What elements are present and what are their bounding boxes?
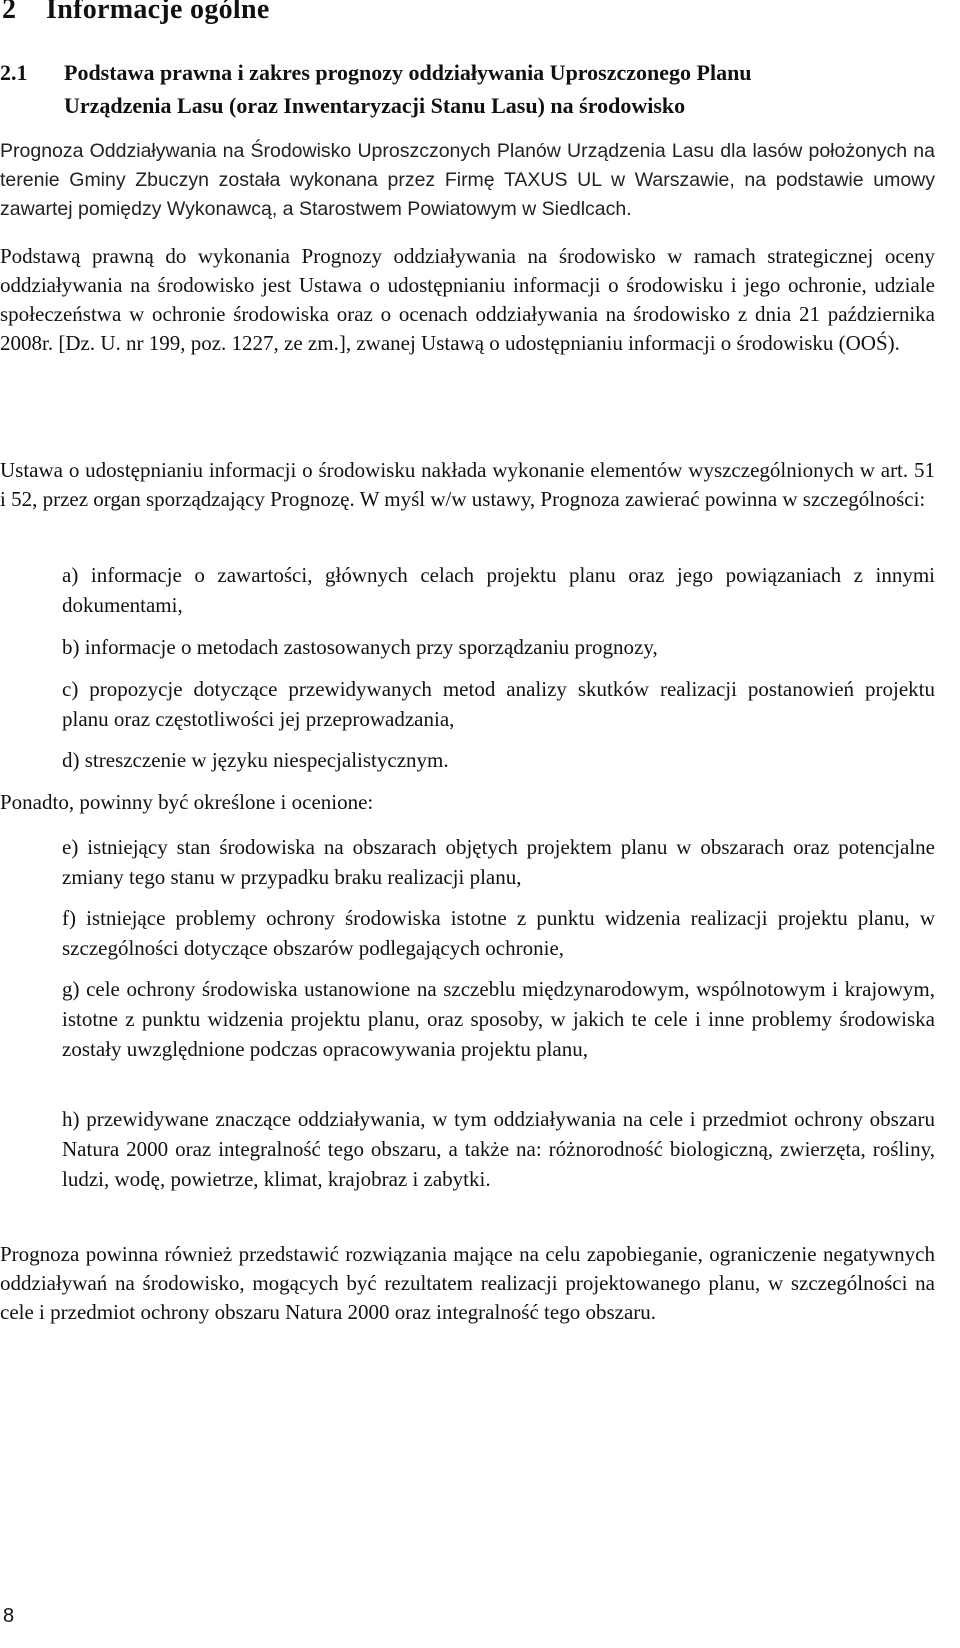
chapter-title: Informacje ogólne <box>46 0 270 25</box>
list-item-e: e) istniejący stan środowiska na obszarach objętych projektem planu w obszarach oraz potencjalne zmiany tego stanu w przypadku braku realizacji planu, <box>62 835 935 889</box>
chapter-number: 2 <box>2 0 17 25</box>
paragraph-act-requirements: Ustawa o udostępnianiu informacji o środowisku nakłada wykonanie elementów wyszczególnionych w art. 51 i 52, przez organ sporządzający Prognozę. W myśl w/w ustawy, Prognoza zawierać powinna w szczególności: <box>0 458 935 511</box>
list-item-b: b) informacje o metodach zastosowanych przy sporządzaniu prognozy, <box>62 635 658 659</box>
list-item-c: c) propozycje dotyczące przewidywanych metod analizy skutków realizacji postanowień projektu planu oraz częstotliwości jej przeprowadzania, <box>62 677 935 731</box>
section-number: 2.1 <box>0 60 28 85</box>
page-number: 8 <box>3 1605 15 1627</box>
paragraph-moreover: Ponadto, powinny być określone i ocenione: <box>0 790 374 814</box>
section-title-line1: Podstawa prawna i zakres prognozy oddziaływania Uproszczonego Planu <box>64 60 752 85</box>
paragraph-legal-basis: Podstawą prawną do wykonania Prognozy oddziaływania na środowisko w ramach strategicznej oceny oddziaływania na środowisko jest Ustawa o udostępnianiu informacji o środowisku i jego ochronie, udziale społeczeństwa w ochronie środowiska oraz o ocenach oddziaływania na środowisko z dnia 21 października 2008r. [Dz. U. nr 199, poz. 1227, ze zm.], zwanej Ustawą o udostępnianiu informacji o środowisku (OOŚ). <box>0 244 935 355</box>
paragraph-intro: Prognoza Oddziaływania na Środowisko Uproszczonych Planów Urządzenia Lasu dla lasów położonych na terenie Gminy Zbuczyn została wykonana przez Firmę TAXUS UL w Warszawie, na podstawie umowy zawartej pomiędzy Wykonawcą, a Starostwem Powiatowym w Siedlcach. <box>0 140 935 220</box>
section-heading <box>0 56 935 122</box>
paragraph-mitigation: Prognoza powinna również przedstawić rozwiązania mające na celu zapobieganie, ograniczenie negatywnych oddziaływań na środowisko, mogących być rezultatem realizacji projektowanego planu, w szczególności na cele i przedmiot ochrony obszaru Natura 2000 oraz integralność tego obszaru. <box>0 1242 935 1324</box>
section-title-line2: Urządzenia Lasu (oraz Inwentaryzacji Stanu Lasu) na środowisko <box>64 93 686 118</box>
list-item-h: h) przewidywane znaczące oddziaływania, w tym oddziaływania na cele i przedmiot ochrony obszaru Natura 2000 oraz integralność tego obszaru, a także na: różnorodność biologiczną, zwierzęta, rośliny, ludzi, wodę, powietrze, klimat, krajobraz i zabytki. <box>62 1107 935 1191</box>
list-item-f: f) istniejące problemy ochrony środowiska istotne z punktu widzenia realizacji projektu planu, w szczególności dotyczące obszarów podlegających ochronie, <box>62 906 935 960</box>
chapter-heading <box>2 0 270 26</box>
list-item-g: g) cele ochrony środowiska ustanowione na szczeblu międzynarodowym, wspólnotowym i krajowym, istotne z punktu widzenia projektu planu, oraz sposoby, w jakich te cele i inne problemy środowiska zostały uwzględnione podczas opracowywania projektu planu, <box>62 977 935 1061</box>
list-item-d: d) streszczenie w języku niespecjalistycznym. <box>62 748 449 772</box>
list-item-a: a) informacje o zawartości, głównych celach projektu planu oraz jego powiązaniach z innymi dokumentami, <box>62 563 935 617</box>
